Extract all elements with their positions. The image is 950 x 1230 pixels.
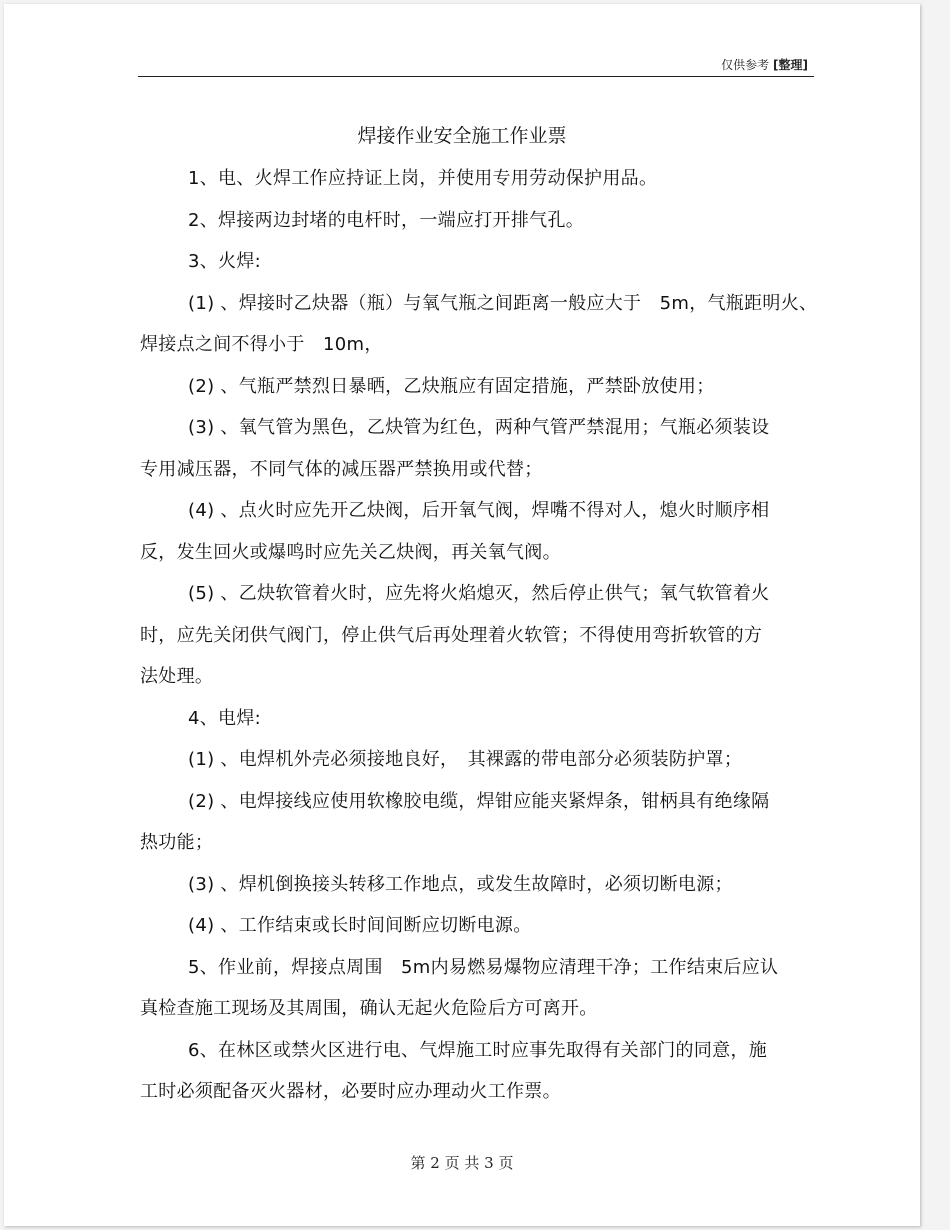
header-divider bbox=[138, 76, 814, 77]
document-page bbox=[4, 4, 920, 1226]
header-tag: [整理] bbox=[773, 58, 808, 72]
paragraph: (2) 、电焊接线应使用软橡胶电缆，焊钳应能夹紧焊条，钳柄具有绝缘隔热功能； bbox=[140, 790, 770, 853]
document-title: 焊接作业安全施工作业票 bbox=[357, 125, 567, 147]
paragraph: 2、焊接两边封堵的电杆时，一端应打开排气孔。 bbox=[188, 209, 585, 231]
paragraph: (4) 、点火时应先开乙炔阀，后开氧气阀，焊嘴不得对人，熄火时顺序相反，发生回火或爆鸣时应先关乙炔阀，再关氧气阀。 bbox=[140, 500, 770, 563]
paragraph: 4、电焊: bbox=[188, 707, 262, 729]
paragraph: (2) 、气瓶严禁烈日暴晒，乙炔瓶应有固定措施，严禁卧放使用； bbox=[188, 375, 715, 397]
paragraph: (3) 、氧气管为黑色，乙炔管为红色，两种气管严禁混用；气瓶必须装设专用减压器，不同气体的减压器严禁换用或代替； bbox=[140, 417, 770, 480]
paragraph: 1、电、火焊工作应持证上岗，并使用专用劳动保护用品。 bbox=[188, 168, 658, 189]
paragraph: 5、作业前，焊接点周围 5m内易燃易爆物应清理干净；工作结束后应认真检查施工现场及其周围，确认无起火危险后方可离开。 bbox=[140, 956, 779, 1019]
header-note-text: 仅供参考 bbox=[721, 58, 770, 72]
paragraph: (4) 、工作结束或长时间间断应切断电源。 bbox=[188, 915, 532, 936]
paragraph: (3) 、焊机倒换接头转移工作地点，或发生故障时，必须切断电源； bbox=[188, 873, 733, 895]
page-number-footer: 第 2 页 共 3 页 bbox=[410, 1154, 514, 1172]
paragraph: 3、火焊: bbox=[188, 251, 262, 272]
document-body bbox=[140, 158, 820, 1113]
header-note bbox=[721, 56, 808, 73]
paragraph: 6、在林区或禁火区进行电、气焊施工时应事先取得有关部门的同意，施工时必须配备灭火器材，必要时应办理动火工作票。 bbox=[140, 1039, 768, 1102]
paragraph: (5) 、乙炔软管着火时，应先将火焰熄灭，然后停止供气；氧气软管着火时，应先关闭供气阀门，停止供气后再处理着火软管；不得使用弯折软管的方法处理。 bbox=[140, 583, 770, 687]
paragraph: (1) 、焊接时乙炔器（瓶）与氧气瓶之间距离一般应大于 5m，气瓶距明火、焊接点之间不得小于 10m， bbox=[140, 292, 818, 355]
paragraph: (1) 、电焊机外壳必须接地良好， 其裸露的带电部分必须装防护罩； bbox=[188, 749, 743, 770]
